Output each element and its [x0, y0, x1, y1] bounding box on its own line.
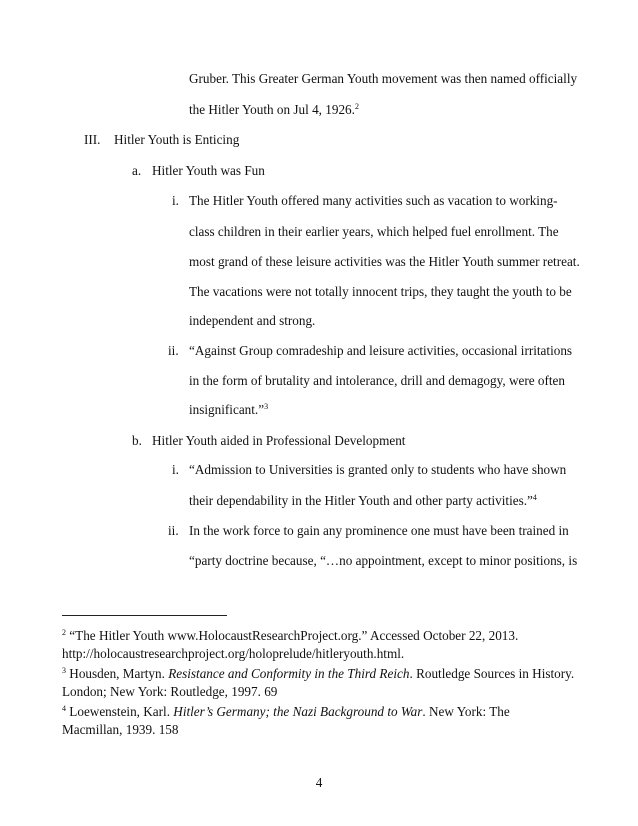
outline-label-i: i. — [172, 193, 179, 208]
outline-label-a: a. — [132, 163, 142, 178]
body-line: In the work force to gain any prominence one must have been trained in — [189, 523, 569, 538]
page-number: 4 — [315, 775, 323, 790]
footnote-separator — [62, 615, 227, 616]
outline-label-b: b. — [132, 433, 142, 448]
body-line: class children in their earlier years, which helped fuel enrollment. The — [189, 224, 559, 239]
section-heading: Hitler Youth is Enticing — [114, 132, 240, 147]
body-line: insignificant.”$^3$ — [189, 402, 269, 417]
subsection-heading: Hitler Youth aided in Professional Development — [152, 433, 406, 448]
footnote-3-line2: London; New York: Routledge, 1997. 69 — [62, 684, 278, 699]
footnote-2: $^2$ “The Hitler Youth www.HolocaustResearchProject.org.” Accessed October 22, 2013. — [62, 628, 519, 643]
footnote-ref-2[interactable]: 2 — [354, 102, 359, 111]
footnote-ref-4[interactable]: 4 — [532, 493, 537, 502]
outline-label-i: i. — [172, 462, 179, 477]
outline-label-iii: III. — [84, 132, 101, 147]
footnote-2-url[interactable]: http://holocaustresearchproject.org/holoprelude/hitleryouth.html. — [62, 646, 405, 661]
body-line: “party doctrine because, “…no appointment, except to minor positions, is — [189, 553, 578, 568]
outline-label-ii: ii. — [168, 523, 179, 538]
body-line: their dependability in the Hitler Youth and other party activities.”$^4$ — [189, 493, 537, 508]
footnote-3: $^3$ Housden, Martyn. Resistance and Conformity in the Third Reich. Routledge Sources in History. — [62, 666, 575, 681]
footnote-4: $^4$ Loewenstein, Karl. Hitler’s Germany; the Nazi Background to War. New York: The — [62, 704, 510, 719]
body-line: in the form of brutality and intolerance, drill and demagogy, were often — [189, 373, 565, 388]
footnote-4-line2: Macmillan, 1939. 158 — [62, 722, 179, 737]
body-line: The vacations were not totally innocent trips, they taught the youth to be — [189, 284, 572, 299]
outline-label-ii: ii. — [168, 343, 179, 358]
footnote-ref-3[interactable]: 3 — [264, 402, 269, 411]
body-line: independent and strong. — [189, 313, 316, 328]
body-line: “Against Group comradeship and leisure activities, occasional irritations — [189, 343, 573, 358]
body-line: “Admission to Universities is granted only to students who have shown — [189, 462, 567, 477]
subsection-heading: Hitler Youth was Fun — [152, 163, 265, 178]
body-line: most grand of these leisure activities was the Hitler Youth summer retreat. — [189, 254, 580, 269]
body-line: the Hitler Youth on Jul 4, 1926.$^2$ — [189, 102, 359, 117]
body-line: The Hitler Youth offered many activities such as vacation to working- — [189, 193, 558, 208]
body-line: Gruber. This Greater German Youth movement was then named officially — [189, 71, 578, 86]
